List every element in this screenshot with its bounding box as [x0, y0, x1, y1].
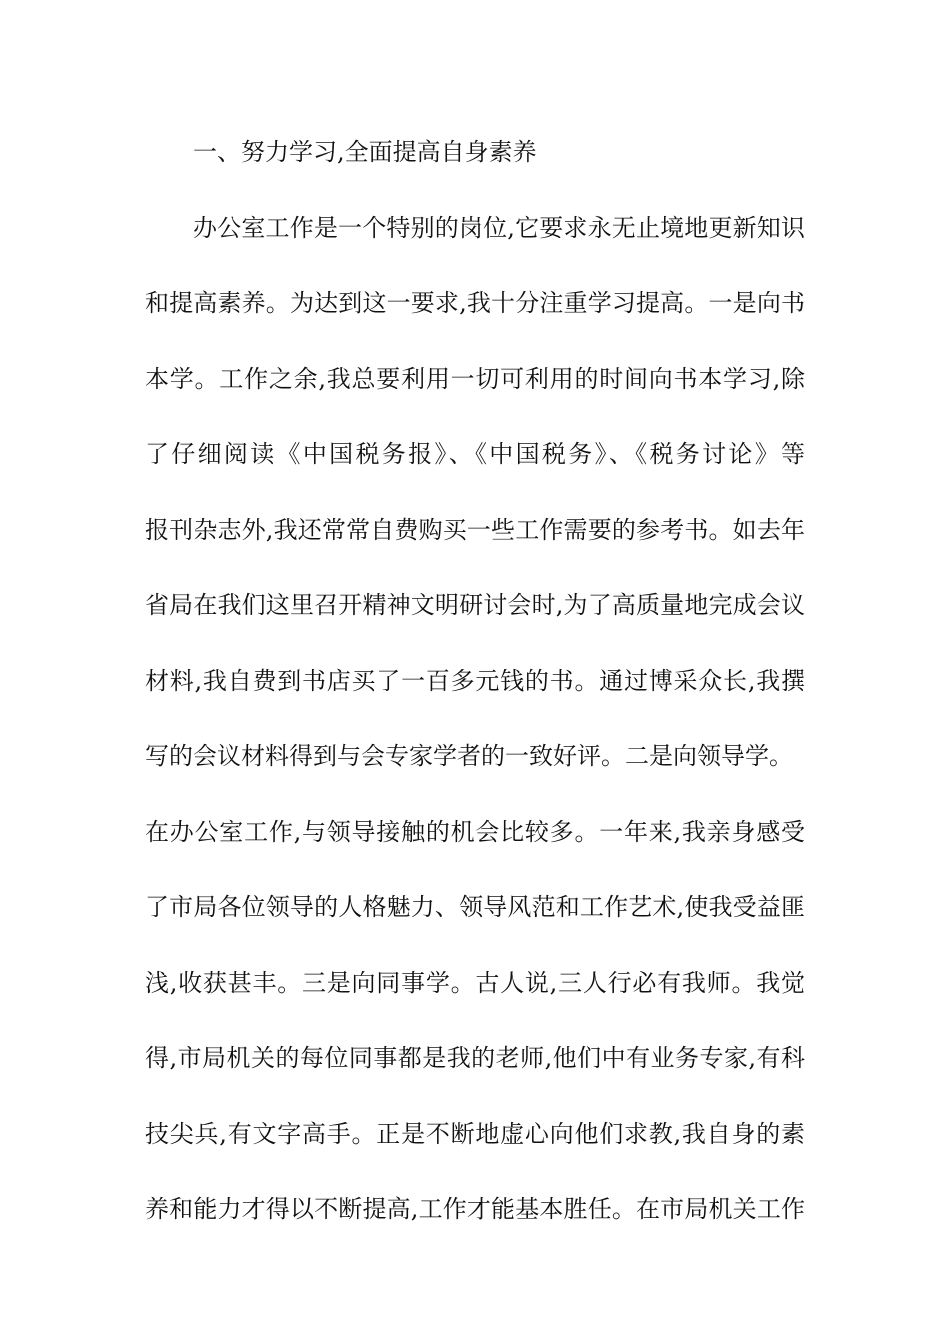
paragraph-line: 浅,收获甚丰。三是向同事学。古人说,三人行必有我师。我觉 [145, 969, 805, 997]
paragraph-line: 省局在我们这里召开精神文明研讨会时,为了高质量地完成会议 [145, 591, 805, 619]
paragraph-line: 在办公室工作,与领导接触的机会比较多。一年来,我亲身感受 [145, 818, 805, 846]
paragraph-line: 得,市局机关的每位同事都是我的老师,他们中有业务专家,有科 [145, 1044, 805, 1072]
paragraph-line: 了仔细阅读《中国税务报》、《中国税务》、《税务讨论》等 [145, 440, 805, 468]
paragraph-line: 了市局各位领导的人格魅力、领导风范和工作艺术,使我受益匪 [145, 893, 805, 921]
section-heading: 一、努力学习,全面提高自身素养 [193, 138, 537, 166]
paragraph-line: 写的会议材料得到与会专家学者的一致好评。二是向领导学。 [145, 742, 793, 770]
paragraph-line: 和提高素养。为达到这一要求,我十分注重学习提高。一是向书 [145, 289, 805, 317]
paragraph-line: 材料,我自费到书店买了一百多元钱的书。通过博采众长,我撰 [145, 667, 805, 695]
paragraph-line: 技尖兵,有文字高手。正是不断地虚心向他们求教,我自身的素 [145, 1120, 805, 1148]
paragraph-line: 养和能力才得以不断提高,工作才能基本胜任。在市局机关工作 [145, 1195, 805, 1223]
paragraph-line: 办公室工作是一个特别的岗位,它要求永无止境地更新知识 [193, 214, 805, 242]
paragraph-line: 本学。工作之余,我总要利用一切可利用的时间向书本学习,除 [145, 365, 805, 393]
paragraph-line: 报刊杂志外,我还常常自费购买一些工作需要的参考书。如去年 [145, 516, 805, 544]
